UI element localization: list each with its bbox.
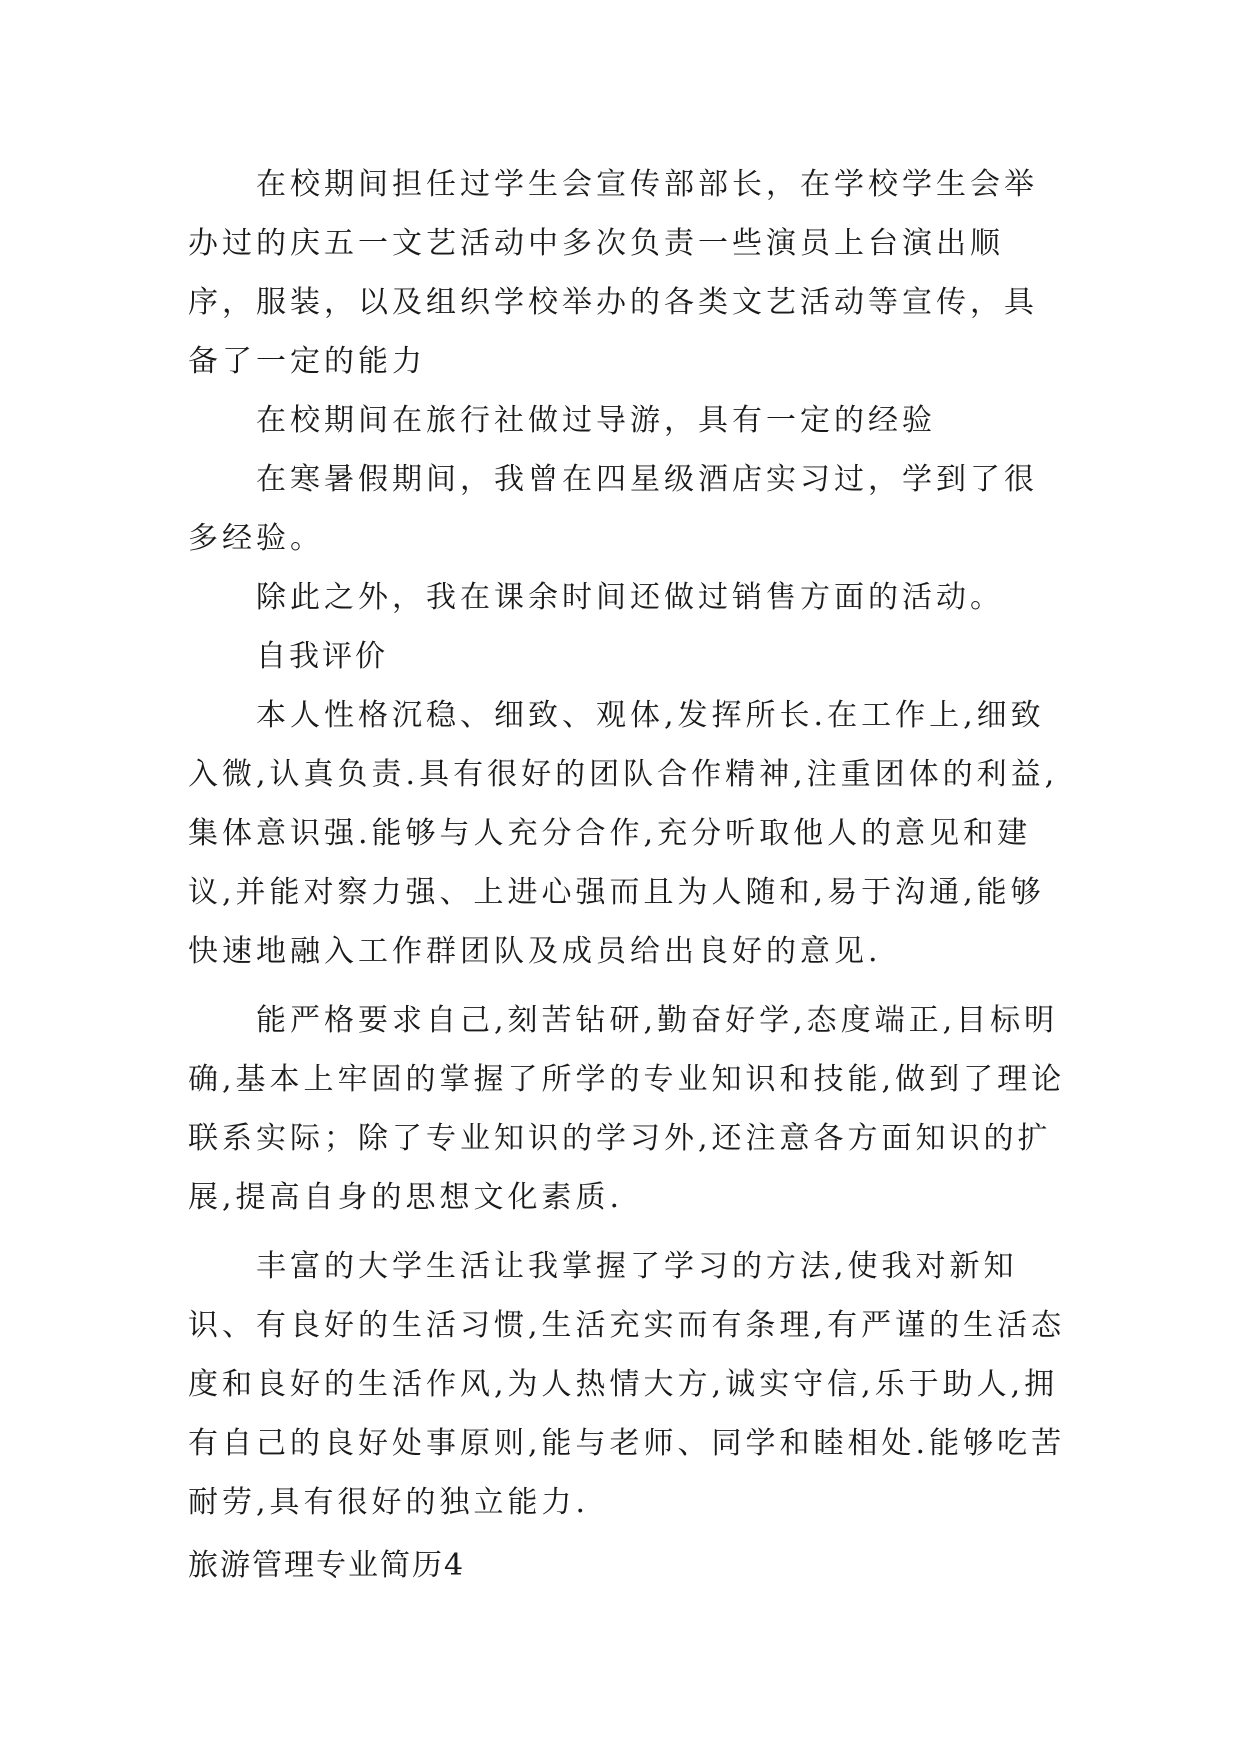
paragraph-sales: 除此之外，我在课余时间还做过销售方面的活动。: [256, 580, 1004, 615]
paragraph-student-union: 在校期间担任过学生会宣传部部长，在学校学生会举办过的庆五一文艺活动中多次负责一些演员上台演出顺序，服装，以及组织学校举办的各类文艺活动等宣传，具备了一定的能力: [188, 167, 1038, 379]
document-page: [188, 155, 1068, 1595]
next-resume-title: 旅游管理专业简历4: [188, 1548, 466, 1583]
paragraph-hotel-internship: 在寒暑假期间，我曾在四星级酒店实习过，学到了很多经验。: [188, 462, 1038, 556]
evaluation-paragraph-life: 丰富的大学生活让我掌握了学习的方法,使我对新知识、有良好的生活习惯,生活充实而有条理,有严谨的生活态度和良好的生活作风,为人热情大方,诚实守信,乐于助人,拥有自己的良好处事原则,能与老师、同学和睦相处.能够吃苦耐劳,具有很好的独立能力.: [188, 1249, 1066, 1520]
paragraph-tour-guide: 在校期间在旅行社做过导游，具有一定的经验: [256, 403, 936, 438]
section-heading-self-evaluation: 自我评价: [256, 639, 388, 674]
evaluation-paragraph-personality: 本人性格沉稳、细致、观体,发挥所长.在工作上,细致入微,认真负责.具有很好的团队合作精神,注重团体的利益,集体意识强.能够与人充分合作,充分听取他人的意见和建议,并能对察力强、上进心强而且为人随和,易于沟通,能够快速地融入工作群团队及成员给出良好的意见.: [188, 698, 1059, 969]
evaluation-paragraph-study: 能严格要求自己,刻苦钻研,勤奋好学,态度端正,目标明确,基本上牢固的掌握了所学的专业知识和技能,做到了理论联系实际；除了专业知识的学习外,还注意各方面知识的扩展,提高自身的思想文化素质.: [188, 1003, 1066, 1215]
